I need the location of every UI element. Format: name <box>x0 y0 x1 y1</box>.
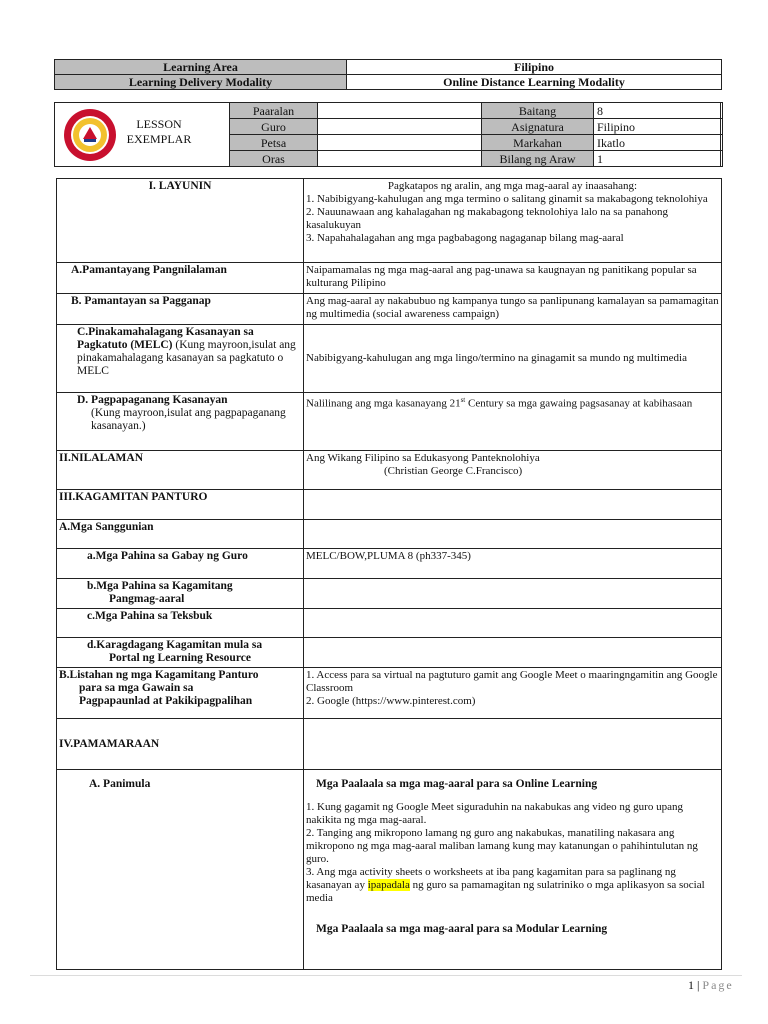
listahan-label-line1: B.Listahan ng mga Kagamitang Panturo <box>59 669 259 681</box>
title-line-2: EXEMPLAR <box>126 132 192 146</box>
guro-value <box>318 119 482 135</box>
pagpapaganang-value-b: Century sa mga gawaing pagsasanay at kabihasaan <box>465 397 693 410</box>
nilalaman-label: II.NILALAMAN <box>57 451 304 490</box>
table-row <box>57 263 722 294</box>
table-row <box>57 770 722 970</box>
melc-value: Nabibigyang-kahulugan ang mga lingo/termino na ginagamit sa mundo ng multimedia <box>304 325 722 393</box>
melc-label-bold: C.Pinakamahalagang Kasanayan sa Pagkatuto (MELC) <box>77 326 254 351</box>
table-row <box>57 451 722 490</box>
pagganap-label: B. Pamantayan sa Pagganap <box>57 294 304 325</box>
online-item-2: 2. Tanging ang mikropono lamang ng guro ang nakabukas, manatiling nakasara ang mikropono ng mga mag-aaral maliban lamang kung may katanungan o pahihintulutan ng guro. <box>306 827 698 865</box>
karagdagang-value <box>304 638 722 668</box>
asignatura-label: Asignatura <box>482 119 594 135</box>
layunin-item-3: 3. Napahahalagahan ang mga pagbabagong nagaganap bilang mag-aaral <box>306 232 624 244</box>
table-row <box>57 179 722 263</box>
baitang-value: 8 <box>594 103 723 119</box>
nilalaman-value: Ang Wikang Filipino sa Edukasyong Panteknolohiya <box>306 452 540 464</box>
table-row <box>57 549 722 579</box>
page-number: 1 <box>688 978 694 992</box>
kagamitang-label <box>57 579 304 609</box>
oras-value <box>318 151 482 167</box>
sanggunian-value <box>304 520 722 549</box>
kagamitang-label-line2: Pangmag-aaral <box>109 593 185 605</box>
learning-area-label: Learning Area <box>55 60 347 75</box>
online-item-1: 1. Kung gagamit ng Google Meet siguraduhin na nakabukas ang video ng guro upang nakikita ng mga mag-aaral. <box>306 801 683 826</box>
listahan-item-2: 2. Google (https://www.pinterest.com) <box>306 695 476 707</box>
petsa-label: Petsa <box>230 135 318 151</box>
pagpapaganang-value <box>304 393 722 451</box>
pagpapaganang-value-a: Nalilinang ang mga kasanayang 21 <box>306 397 461 410</box>
listahan-item-1: 1. Access para sa virtual na pagtuturo gamit ang Google Meet o maaringngamitin ang Google Classroom <box>306 669 718 694</box>
kagamitan-value <box>304 490 722 520</box>
baitang-label: Baitang <box>482 103 594 119</box>
melc-label <box>57 325 304 393</box>
pagpapaganang-label <box>57 393 304 451</box>
delivery-modality-label: Learning Delivery Modality <box>55 75 347 90</box>
lesson-content-table <box>56 178 722 970</box>
paaralan-value <box>318 103 482 119</box>
paaralan-label: Paaralan <box>230 103 318 119</box>
pamamaraan-value <box>304 719 722 770</box>
lesson-exemplar-title <box>119 117 199 147</box>
kagamitan-label: III.KAGAMITAN PANTURO <box>57 490 304 520</box>
school-seal-icon <box>63 108 117 162</box>
markahan-value: Ikatlo <box>594 135 723 151</box>
pamamaraan-label: IV.PAMAMARAAN <box>57 719 304 770</box>
title-line-1: LESSON <box>136 117 182 131</box>
pagpapaganang-label-rest: (Kung mayroon,isulat ang pagpapaganang kasanayan.) <box>91 407 286 432</box>
melc-label-rest: (Kung mayroon,isulat ang pinakamahalagang kasanayan sa pagkatuto o MELC <box>77 339 296 377</box>
page-word: Page <box>702 978 734 992</box>
table-row <box>57 393 722 451</box>
table-row <box>57 325 722 393</box>
bilang-ng-araw-value: 1 <box>594 151 723 167</box>
listahan-cell <box>304 668 722 719</box>
layunin-cell <box>304 179 722 263</box>
petsa-value <box>318 135 482 151</box>
guro-label: Guro <box>230 119 318 135</box>
teksbuk-label: c.Mga Pahina sa Teksbuk <box>57 609 304 638</box>
layunin-item-2: 2. Nauunawaan ang kahalagahan ng makabagong teknolohiya lalo na sa panahong kasalukuyan <box>306 206 668 231</box>
table-row <box>57 668 722 719</box>
lesson-exemplar-header <box>54 102 721 167</box>
pagpapaganang-label-bold: D. Pagpapaganang Kasanayan <box>77 394 228 406</box>
gabay-label: a.Mga Pahina sa Gabay ng Guro <box>57 549 304 579</box>
listahan-label-line3: Pagpapaunlad at Pakikipagpalihan <box>79 695 253 707</box>
pangnilalaman-value: Naipamamalas ng mga mag-aaral ang pag-unawa sa kaugnayan ng panitikang popular sa kulturang Pilipino <box>304 263 722 294</box>
markahan-label: Markahan <box>482 135 594 151</box>
bilang-ng-araw-label: Bilang ng Araw <box>482 151 594 167</box>
teksbuk-value <box>304 609 722 638</box>
nilalaman-cell <box>304 451 722 490</box>
online-item-3-a: 3. Ang mga activity sheets o worksheets at iba pang kagamitan para sa paglinang ng kasanayan ay <box>306 866 676 891</box>
table-row <box>57 520 722 549</box>
listahan-label-line2: para sa mga Gawain sa <box>79 682 194 694</box>
pagganap-value: Ang mag-aaral ay nakabubuo ng kampanya tungo sa panlipunang kamalayan sa pamamagitan ng multimedia (social awareness campaign) <box>304 294 722 325</box>
learning-area-value: Filipino <box>347 60 722 75</box>
learning-area-table <box>54 59 722 90</box>
oras-label: Oras <box>230 151 318 167</box>
layunin-intro: Pagkatapos ng aralin, ang mga mag-aaral ay inaasahang: <box>387 180 638 192</box>
panimula-cell <box>304 770 722 970</box>
modular-heading: Mga Paalaala sa mga mag-aaral para sa Modular Learning <box>316 923 608 935</box>
panimula-label: A. Panimula <box>57 770 304 970</box>
pagpapaganang-value-sup: st <box>460 396 466 404</box>
sanggunian-label: A.Mga Sanggunian <box>57 520 304 549</box>
footer-divider <box>30 975 742 976</box>
karagdagang-label <box>57 638 304 668</box>
gabay-value: MELC/BOW,PLUMA 8 (ph337-345) <box>304 549 722 579</box>
table-row <box>57 609 722 638</box>
table-row <box>57 638 722 668</box>
page-footer <box>688 978 734 993</box>
table-row <box>57 490 722 520</box>
page-separator: | <box>694 978 703 992</box>
table-row <box>57 294 722 325</box>
online-item-3 <box>306 866 719 905</box>
layunin-label: I. LAYUNIN <box>57 179 304 263</box>
pangnilalaman-label: A.Pamantayang Pangnilalaman <box>57 263 304 294</box>
logo-cell <box>55 103 229 166</box>
kagamitang-value <box>304 579 722 609</box>
highlighted-word: ipapadala <box>367 879 410 891</box>
listahan-label <box>57 668 304 719</box>
table-row <box>57 719 722 770</box>
online-item-3-b: ng guro sa pamamagitan ng sulatriniko o mga aplikasyon sa social media <box>306 879 705 904</box>
karagdagang-label-line2: Portal ng Learning Resource <box>109 652 251 664</box>
table-row <box>57 579 722 609</box>
layunin-item-1: 1. Nabibigyang-kahulugan ang mga termino o salitang ginamit sa makabagong teknolohiya <box>306 193 708 205</box>
nilalaman-author: (Christian George C.Francisco) <box>384 465 523 477</box>
asignatura-value: Filipino <box>594 119 723 135</box>
karagdagang-label-line1: d.Karagdagang Kagamitan mula sa <box>87 639 263 651</box>
delivery-modality-value: Online Distance Learning Modality <box>347 75 722 90</box>
lesson-info-table <box>229 102 723 167</box>
online-heading: Mga Paalaala sa mga mag-aaral para sa Online Learning <box>316 778 598 790</box>
kagamitang-label-line1: b.Mga Pahina sa Kagamitang <box>87 580 233 592</box>
